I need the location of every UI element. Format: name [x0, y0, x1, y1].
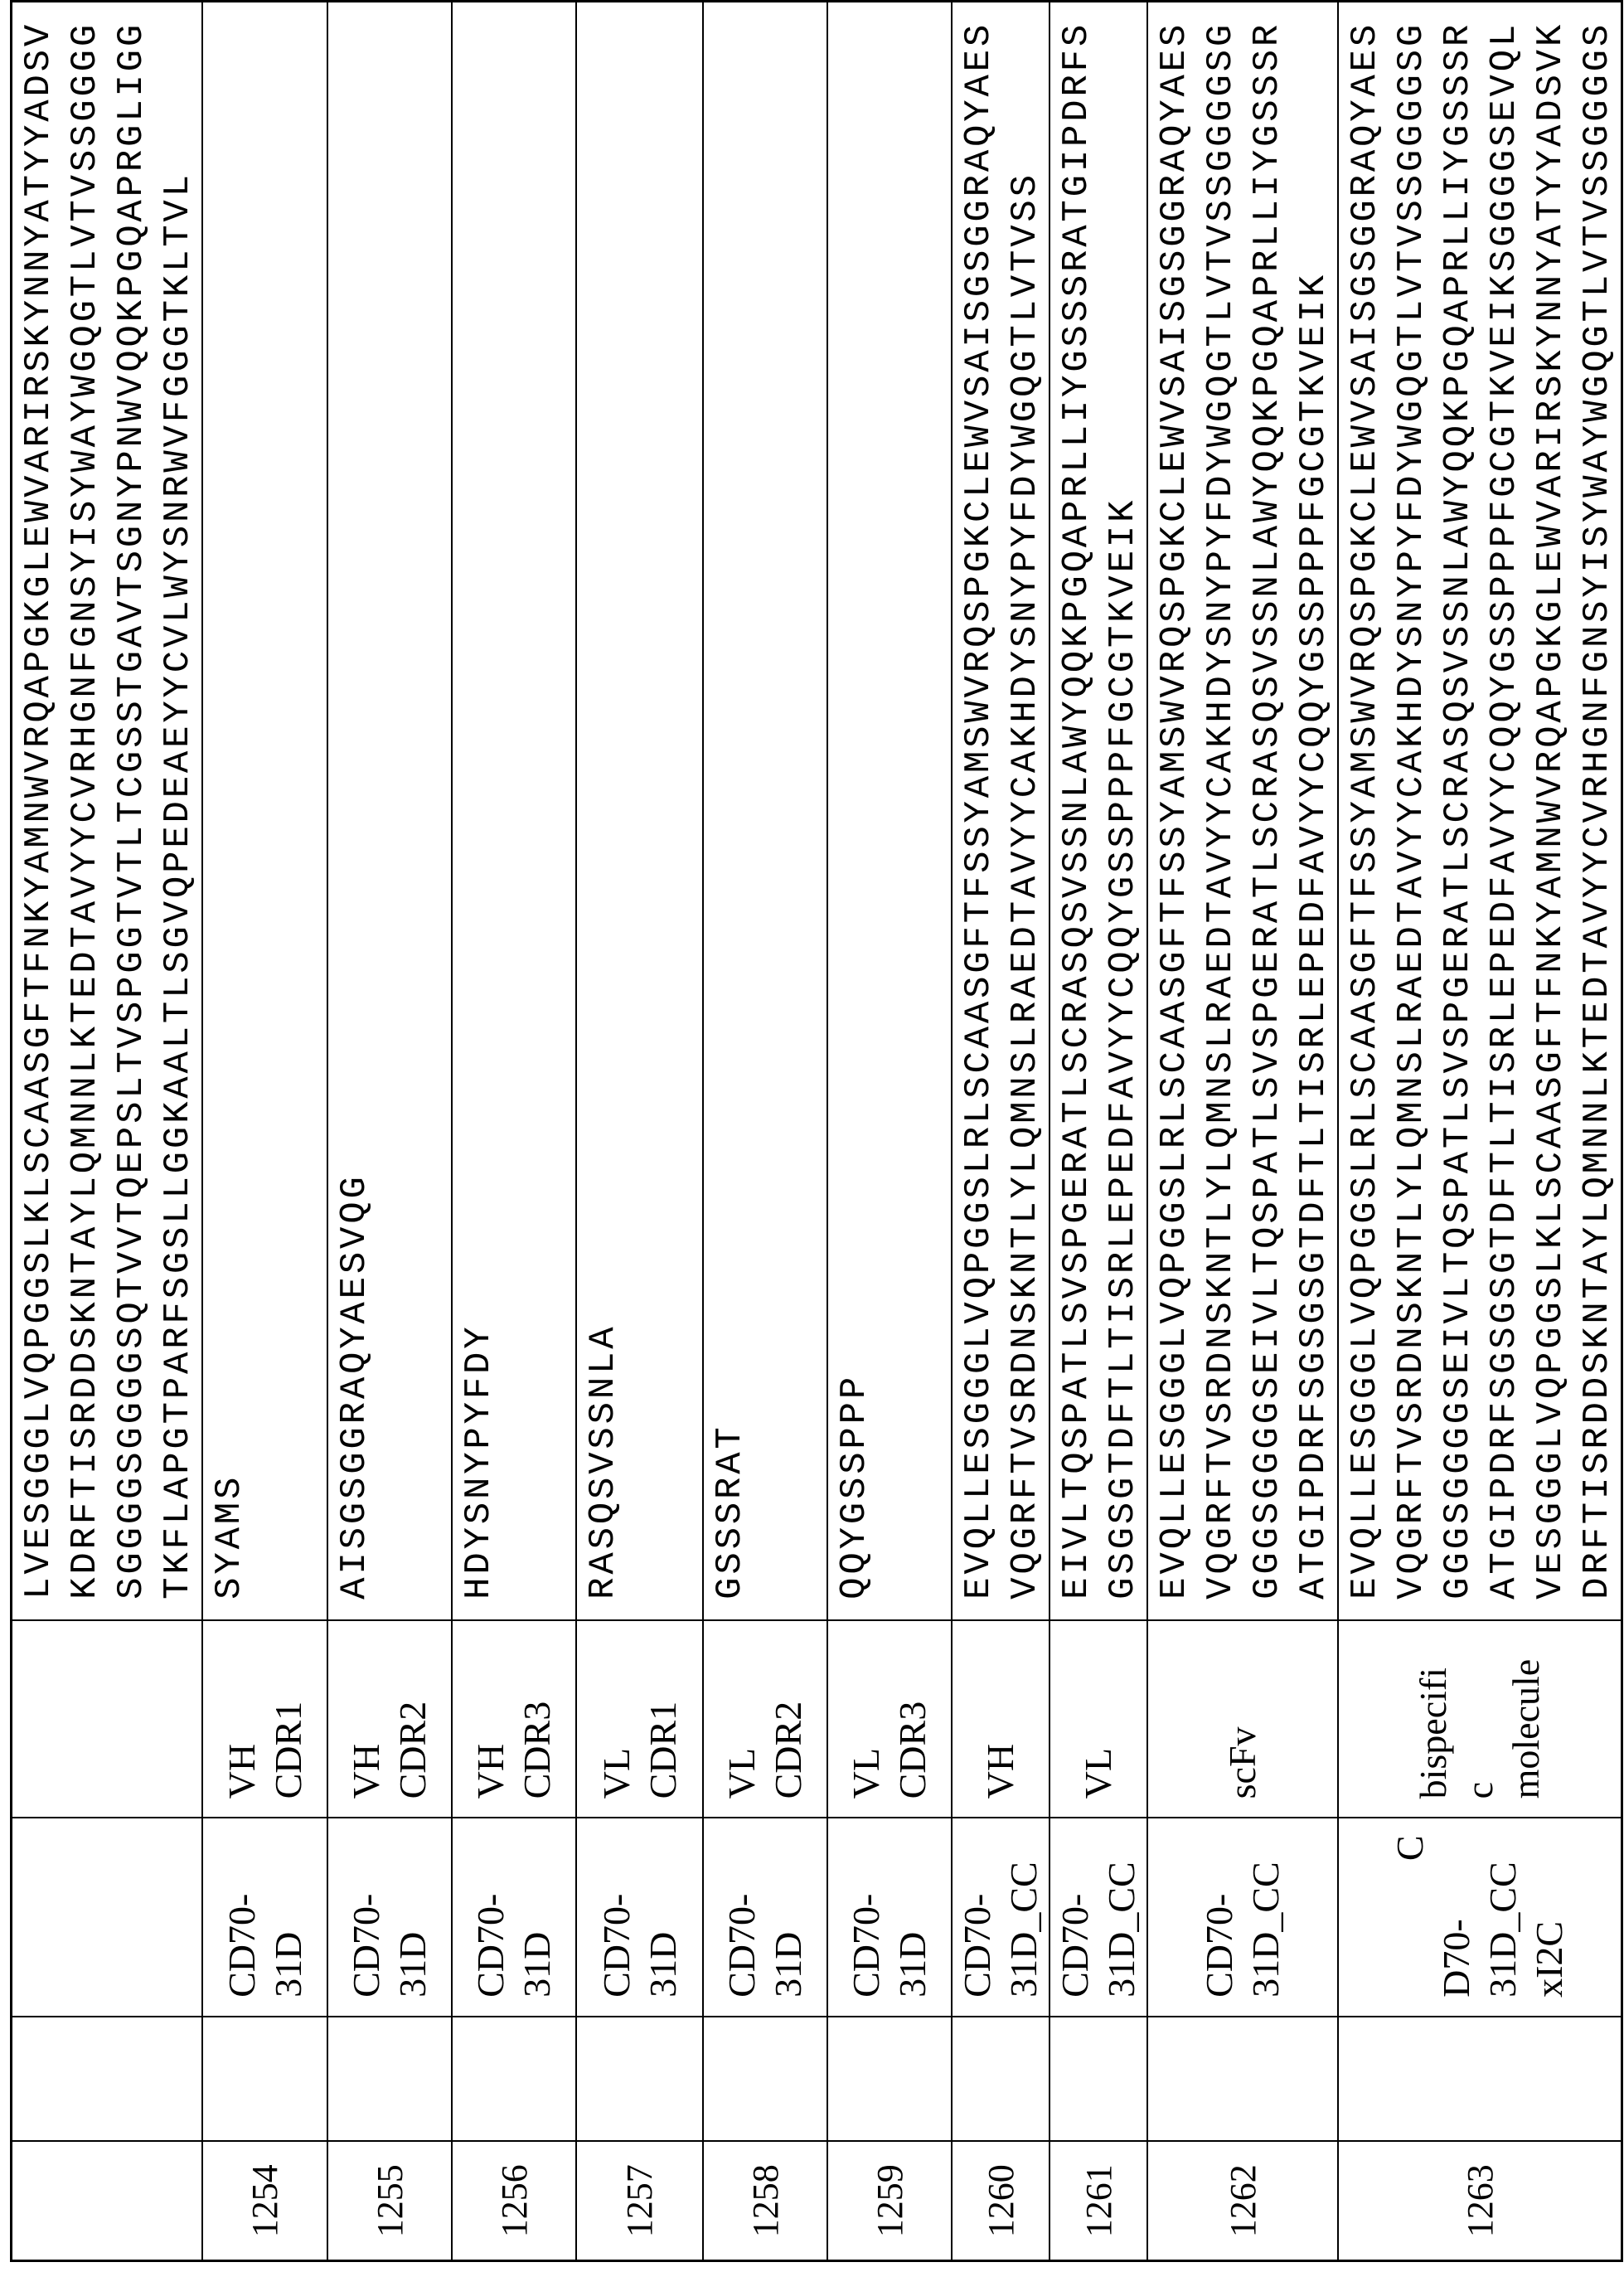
molecule-name-line: CD70-: [954, 1818, 1001, 1998]
table-row: [1050, 2, 1147, 2261]
sequence-table-body: [12, 2, 1622, 2261]
molecule-name-cell: [1338, 1818, 1622, 2017]
amino-acid-sequence-line: QQYGSSPPP: [831, 2, 878, 1600]
amino-acid-sequence-line: ATGIPDRFSGSGSGTDFTLTISRLEPEDFAVYYCQQYGSSPPPFGCGTKVEIKSGGGGSEVQL: [1481, 2, 1528, 1600]
molecule-type-line: VH: [343, 1621, 390, 1799]
seq-id: 1258: [745, 2164, 786, 2237]
seq-id: 1256: [494, 2164, 535, 2237]
table-row: [576, 2, 703, 2261]
amino-acid-sequence-line: RASQSVSSNLA: [580, 2, 627, 1600]
molecule-type-cell: [1338, 1620, 1622, 1818]
empty-cell: [1338, 2017, 1622, 2142]
molecule-type-line: VH: [219, 1621, 265, 1799]
molecule-name-line: 31D_CC: [1243, 1818, 1289, 1998]
table-row: [452, 2, 576, 2261]
molecule-name-line: xI2C: [1526, 1818, 1573, 1998]
molecule-name-line: 31D: [890, 1818, 936, 1998]
molecule-name-line: CD70-: [468, 1818, 514, 1998]
empty-cell: [452, 2017, 576, 2142]
seq-id: 1255: [370, 2164, 410, 2237]
amino-acid-sequence-cell: [1050, 2, 1147, 1620]
molecule-type-cell: [327, 1620, 452, 1818]
table-row: [202, 2, 327, 2261]
seq-id: 1254: [245, 2164, 285, 2237]
molecule-name-line: C: [1387, 1818, 1433, 1998]
amino-acid-sequence-line: EVQLLESGGGLVQPGGSLRLSCAASGFTFSSYAMSWVRQSPGKCLEWVSAISGSGGRAQYAES: [1151, 2, 1198, 1600]
empty-cell: [703, 2017, 827, 2142]
table-row: [827, 2, 952, 2261]
amino-acid-sequence-line: GSGSGTDFTLTISRLEPEDFAVYYCQQYGSSPPPFGCGTKVEIK: [1100, 2, 1146, 1600]
molecule-name-cell: [952, 1818, 1050, 2017]
molecule-name-cell: [1147, 1818, 1338, 2017]
seq-id-cell: [952, 2142, 1050, 2261]
molecule-type-line: CDR3: [514, 1621, 560, 1799]
molecule-name-line: D70-: [1433, 1818, 1480, 1998]
empty-cell: [327, 2017, 452, 2142]
table-row: [12, 2, 203, 2261]
empty-cell: [952, 2017, 1050, 2142]
molecule-type-line: bispecifi: [1410, 1621, 1457, 1799]
amino-acid-sequence-line: GSSSRAT: [707, 2, 754, 1600]
empty-cell: [1147, 2017, 1338, 2142]
amino-acid-sequence-cell: [327, 2, 452, 1620]
empty-cell: [576, 2017, 703, 2142]
molecule-type-cell: [703, 1620, 827, 1818]
seq-id-cell: [703, 2142, 827, 2261]
table-row: [703, 2, 827, 2261]
sequence-table: [10, 0, 1623, 2262]
molecule-type-cell: [452, 1620, 576, 1818]
amino-acid-sequence-line: SYAMS: [206, 2, 253, 1600]
amino-acid-sequence-line: HDYSNYPYFDY: [456, 2, 502, 1600]
molecule-type-cell: [1050, 1620, 1147, 1818]
molecule-name-line: 31D_CC: [1001, 1818, 1047, 1998]
amino-acid-sequence-cell: [202, 2, 327, 1620]
molecule-type-cell: [952, 1620, 1050, 1818]
molecule-type-line: CDR1: [640, 1621, 686, 1799]
molecule-name-line: CD70-: [843, 1818, 890, 1998]
amino-acid-sequence-line: ATGIPDRFSGSGSGTDFTLTISRLEPEDFAVYYCQQYGSSPPPFGCGTKVEIK: [1291, 2, 1337, 1600]
empty-cell: [12, 2017, 203, 2142]
molecule-type-line: c: [1457, 1621, 1503, 1799]
table-row: [952, 2, 1050, 2261]
seq-id-cell: [1338, 2142, 1622, 2261]
molecule-type-line: VH: [468, 1621, 514, 1799]
molecule-name-cell: [827, 1818, 952, 2017]
amino-acid-sequence-line: KDRFTISRDDSKNTAYLQMNNLKTEDTAVYYCVRHGNFGNSYISYWAYWGQGTLVTVSSGGGG: [62, 2, 109, 1600]
empty-cell: [827, 2017, 952, 2142]
molecule-type-line: molecule: [1503, 1621, 1549, 1799]
molecule-type-cell: [12, 1620, 203, 1818]
molecule-name-line: CD70-: [719, 1818, 765, 1998]
seq-id-cell: [12, 2142, 203, 2261]
amino-acid-sequence-cell: [1338, 2, 1622, 1620]
table-row: [1147, 2, 1338, 2261]
molecule-name-cell: [327, 1818, 452, 2017]
seq-id-cell: [327, 2142, 452, 2261]
molecule-type-line: VL: [719, 1621, 765, 1799]
molecule-name-line: 31D_CC: [1480, 1818, 1526, 1998]
amino-acid-sequence-cell: [703, 2, 827, 1620]
molecule-type-line: VL: [594, 1621, 640, 1799]
molecule-name-line: CD70-: [594, 1818, 640, 1998]
table-row: [1338, 2, 1622, 2261]
molecule-name-line: 31D: [390, 1818, 436, 1998]
molecule-name-line: CD70-: [1196, 1818, 1243, 1998]
molecule-type-cell: [1147, 1620, 1338, 1818]
amino-acid-sequence-cell: [952, 2, 1050, 1620]
amino-acid-sequence-cell: [827, 2, 952, 1620]
seq-id: 1261: [1079, 2164, 1119, 2237]
molecule-name-line: CD70-: [219, 1818, 265, 1998]
seq-id-cell: [827, 2142, 952, 2261]
molecule-name-cell: [452, 1818, 576, 2017]
amino-acid-sequence-line: VQGRFTVSRDNSKNTLYLQMNSLRAEDTAVYYCAKHDYSNYPYFDYWGQGTLVTVSS: [1002, 2, 1049, 1600]
seq-id: 1260: [981, 2164, 1021, 2237]
molecule-type-line: scFv: [1219, 1621, 1266, 1799]
molecule-name-cell: [703, 1818, 827, 2017]
molecule-name-line: 31D_CC: [1098, 1818, 1145, 1998]
amino-acid-sequence-line: EVQLLESGGGLVQPGGSLRLSCAASGFTFSSYAMSWVRQSPGKCLEWVSAISGSGGRAQYAES: [1342, 2, 1389, 1600]
molecule-name-cell: [1050, 1818, 1147, 2017]
amino-acid-sequence-line: SGGGGSGGGGSQTVVTQEPSLTVSPGGTVTLTCGSSTGAVTSGNYPNWVQQKPGQAPRGLIGG: [109, 2, 155, 1600]
molecule-name-line: 31D: [640, 1818, 686, 1998]
seq-id-cell: [1147, 2142, 1338, 2261]
molecule-type-cell: [202, 1620, 327, 1818]
molecule-type-line: VH: [977, 1621, 1024, 1799]
amino-acid-sequence-line: GGGSGGGGSEIVLTQSPATLSVSPGERATLSCRASQSVSSNLAWYQQKPGQAPRLLIYGSSSR: [1244, 2, 1291, 1600]
seq-id-cell: [576, 2142, 703, 2261]
molecule-name-cell: [576, 1818, 703, 2017]
amino-acid-sequence-line: DRFTISRDDSKNTAYLQMNNLKTEDTAVYYCVRHGNFGNSYISYWAYWGQGTLVTVSSGGGGS: [1574, 2, 1621, 1600]
amino-acid-sequence-cell: [1147, 2, 1338, 1620]
amino-acid-sequence-cell: [452, 2, 576, 1620]
seq-id: 1257: [619, 2164, 660, 2237]
seq-id: 1262: [1223, 2164, 1263, 2237]
amino-acid-sequence-line: LVESGGGLVQPGGSLKLSCAASGFTFNKYAMNWVRQAPGKGLEWVARIRSKYNNYATYYADSV: [16, 2, 62, 1600]
amino-acid-sequence-cell: [576, 2, 703, 1620]
molecule-type-line: VL: [1075, 1621, 1122, 1799]
amino-acid-sequence-line: VESGGGLVQPGGSLKLSCAASGFTFNKYAMNWVRQAPGKGLEWVARIRSKYNNYATYYADSVK: [1528, 2, 1574, 1600]
amino-acid-sequence-line: VQGRFTVSRDNSKNTLYLQMNSLRAEDTAVYYCAKHDYSNYPYFDYWGQGTLVTVSSGGGGSG: [1389, 2, 1435, 1600]
empty-cell: [1050, 2017, 1147, 2142]
table-row: [327, 2, 452, 2261]
molecule-name-line: CD70-: [1052, 1818, 1098, 1998]
amino-acid-sequence-line: AISGSGGRAQYAESVQG: [332, 2, 378, 1600]
amino-acid-sequence-cell: [12, 2, 203, 1620]
molecule-type-line: CDR2: [765, 1621, 812, 1799]
seq-id-cell: [1050, 2142, 1147, 2261]
molecule-type-line: CDR1: [265, 1621, 312, 1799]
seq-id-cell: [202, 2142, 327, 2261]
molecule-name-cell: [12, 1818, 203, 2017]
amino-acid-sequence-line: EIVLTQSPATLSVSPGERATLSCRASQSVSSNLAWYQQKPGQAPRLLIYGSSSRATGIPDRFS: [1054, 2, 1100, 1600]
molecule-name-line: 31D: [514, 1818, 560, 1998]
amino-acid-sequence-line: TKFLAPGTPARFSGSLLGGKAALTLSGVQPEDEAEYYCVLWYSNRWVFGGGTKLTVL: [155, 2, 201, 1600]
molecule-type-cell: [827, 1620, 952, 1818]
molecule-name-line: 31D: [765, 1818, 812, 1998]
seq-id: 1263: [1460, 2164, 1500, 2237]
seq-id-cell: [452, 2142, 576, 2261]
seq-id: 1259: [870, 2164, 910, 2237]
molecule-type-line: CDR2: [390, 1621, 436, 1799]
amino-acid-sequence-line: VQGRFTVSRDNSKNTLYLQMNSLRAEDTAVYYCAKHDYSNYPYFDYWGQGTLVTVSSGGGGSG: [1198, 2, 1244, 1600]
rotated-page: [0, 0, 1624, 2272]
molecule-name-line: CD70-: [343, 1818, 390, 1998]
empty-cell: [202, 2017, 327, 2142]
molecule-type-line: CDR3: [890, 1621, 936, 1799]
molecule-type-cell: [576, 1620, 703, 1818]
molecule-name-cell: [202, 1818, 327, 2017]
molecule-name-line: 31D: [265, 1818, 312, 1998]
amino-acid-sequence-line: EVQLLESGGGLVQPGGSLRLSCAASGFTFSSYAMSWVRQSPGKCLEWVSAISGSGGRAQYAES: [956, 2, 1002, 1600]
molecule-type-line: VL: [843, 1621, 890, 1799]
amino-acid-sequence-line: GGGSGGGGSEIVLTQSPATLSVSPGERATLSCRASQSVSSNLAWYQQKPGQAPRLLIYGSSSR: [1435, 2, 1481, 1600]
